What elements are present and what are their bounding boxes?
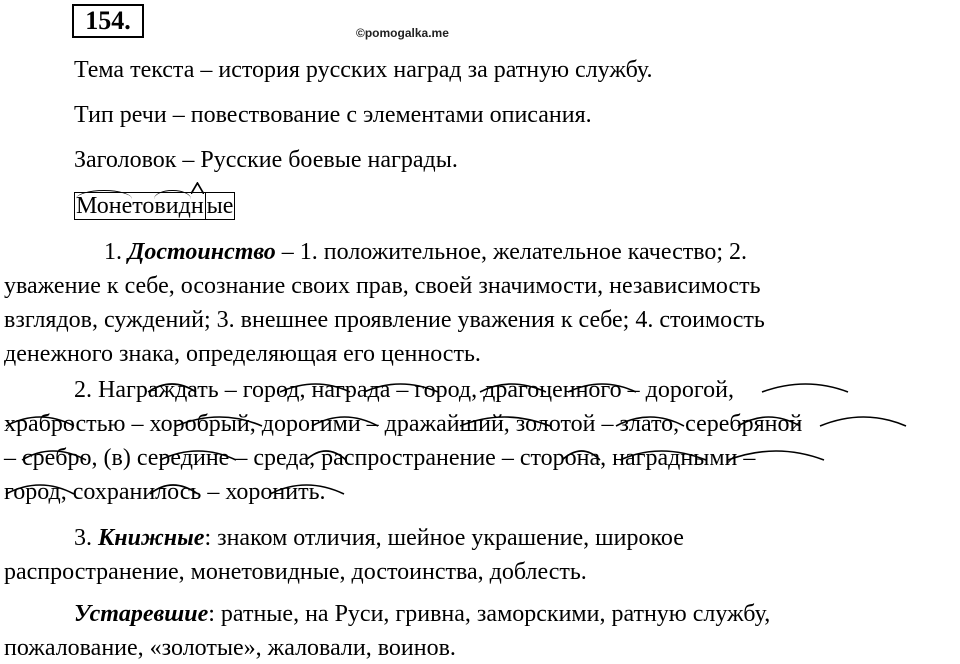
- item2-line1: 2. Награждать – город, награда – город, драгоценного – дорогой,: [74, 377, 734, 403]
- topic-line: Тема текста – история русских наград за ратную службу.: [74, 57, 653, 83]
- exercise-number: 154.: [72, 4, 144, 38]
- root-arc-1: Моне: [76, 193, 133, 219]
- item3-text1: : знаком отличия, шейное украшение, широкое: [204, 525, 684, 551]
- item2-line3: – сребро, (в) середине – среда, распространение – сторона, наградными –: [4, 445, 756, 471]
- item3-line1: [74, 524, 684, 552]
- item4-line1: [74, 600, 770, 628]
- item1-line3: взглядов, суждений; 3. внешнее проявление уважения к себе; 4. стоимость: [4, 307, 765, 333]
- item1-line2: уважение к себе, осознание своих прав, своей значимости, независимость: [4, 273, 761, 299]
- item3-line2: распространение, монетовидные, достоинства, доблесть.: [4, 559, 587, 585]
- morphemic-parse: [74, 192, 235, 220]
- item3-number: 3.: [74, 525, 92, 551]
- title-line: Заголовок – Русские боевые награды.: [74, 147, 458, 173]
- item1-line1: [104, 238, 747, 266]
- root-arc-2: вид: [154, 193, 191, 219]
- stem-box: [74, 192, 205, 220]
- item3-term: Книжные: [98, 525, 205, 551]
- watermark: ©pomogalka.me: [356, 26, 449, 40]
- item1-term: Достоинство: [128, 239, 276, 265]
- item1-text1: – 1. положительное, желательное качество; 2.: [275, 239, 748, 265]
- connector-o: то: [132, 193, 155, 219]
- item4-text1: : ратные, на Руси, гривна, заморскими, ратную службу,: [208, 601, 771, 627]
- item1-line4: денежного знака, определяющая его ценность.: [4, 341, 481, 367]
- item2-line4: город, сохранилось – хоронить.: [4, 479, 326, 505]
- ending-box: ые: [206, 193, 234, 219]
- item1-number: 1.: [104, 239, 122, 265]
- item2-line2: храбростью – хоробрый, дорогими – дражайший, золотой – злато, серебряной: [4, 411, 803, 437]
- item4-term: Устаревшие: [74, 601, 209, 627]
- suffix-mark: н: [191, 192, 204, 220]
- item4-line2: пожалование, «золотые», жаловали, воинов.: [4, 635, 456, 661]
- speech-type-line: Тип речи – повествование с элементами описания.: [74, 102, 592, 128]
